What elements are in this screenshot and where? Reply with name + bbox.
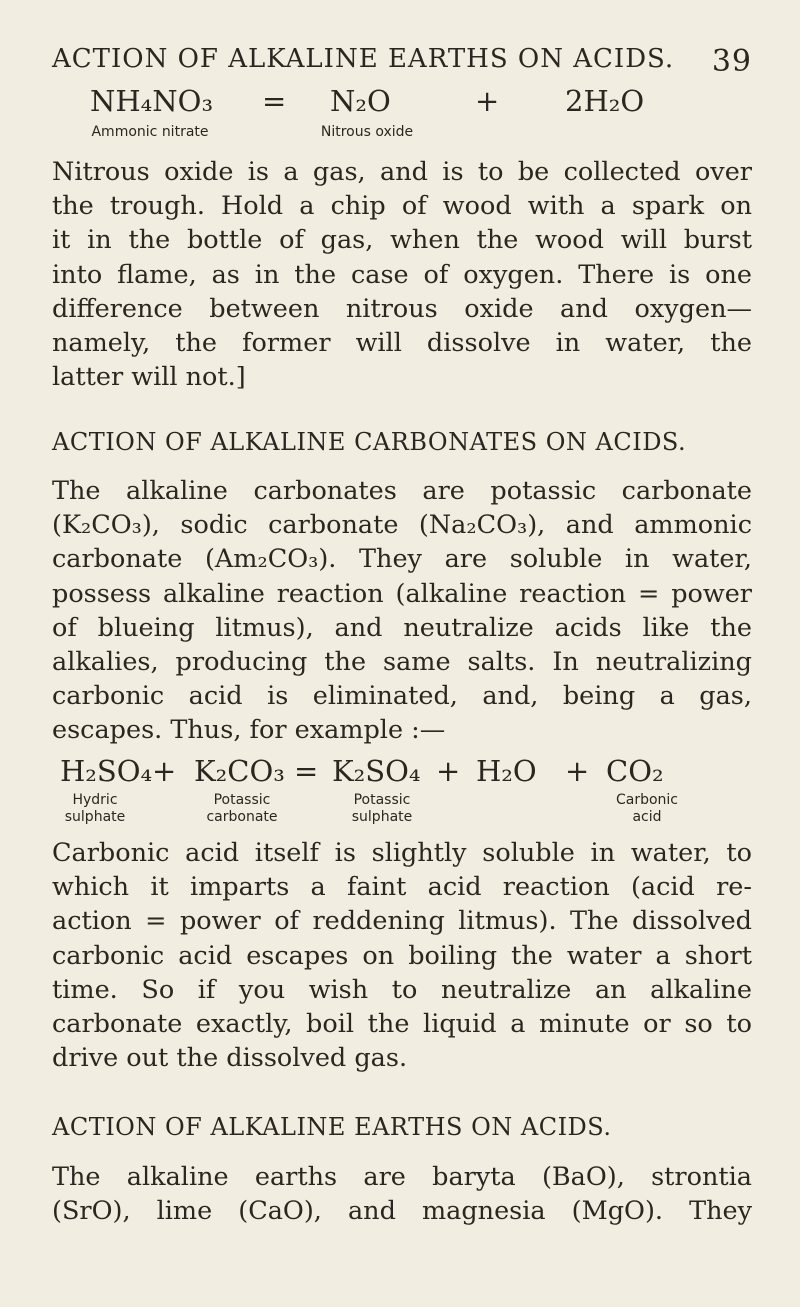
section-heading-earths: ACTION OF ALKALINE EARTHS ON ACIDS. [52, 1113, 612, 1141]
eq2-caption-sulphate-2: sulphate [351, 809, 413, 825]
text-line: which it imparts a faint acid reaction (acid re- [52, 872, 752, 903]
text-line: alkalies, producing the same salts. In neutralizing [52, 647, 752, 678]
text-line: action = power of reddening litmus). The dissolved [52, 906, 752, 937]
text-line: carbonic acid escapes on boiling the water a short [52, 940, 752, 971]
eq2-caption-hydric: Hydric [72, 792, 118, 808]
eq1-plus: + [475, 84, 500, 118]
text-line: Nitrous oxide is a gas, and is to be collected over [52, 157, 752, 187]
paragraph-alkaline-earths [52, 1160, 752, 1228]
text-line: Carbonic acid itself is slightly soluble in water, to [52, 838, 752, 868]
text-line: The alkaline earths are baryta (BaO), strontia [52, 1162, 752, 1192]
text-line: The alkaline carbonates are potassic carbonate [52, 476, 752, 506]
text-line: into flame, as in the case of oxygen. There is one [52, 259, 752, 290]
running-head-title: ACTION OF ALKALINE EARTHS ON ACIDS. [52, 44, 675, 74]
paragraph-nitrous-oxide [52, 155, 752, 394]
paragraph-carbonic-acid [52, 836, 752, 1075]
eq2-plus-2: + [436, 754, 461, 788]
eq2-caption-sulphate: sulphate [64, 809, 126, 825]
text-line: it in the bottle of gas, when the wood will burst [52, 225, 752, 256]
text-line: escapes. Thus, for example :— [52, 715, 446, 746]
eq2-term-potassic-sulphate: K₂SO₄ [332, 754, 421, 788]
eq1-equals: = [262, 84, 287, 118]
running-head [52, 44, 752, 79]
eq2-caption-potassic-2: Potassic [353, 792, 411, 808]
eq1-product1-caption: Nitrous oxide [320, 124, 414, 140]
section-heading-carbonates: ACTION OF ALKALINE CARBONATES ON ACIDS. [52, 428, 687, 456]
eq2-caption-potassic: Potassic [213, 792, 271, 808]
text-line: (K₂CO₃), sodic carbonate (Na₂CO₃), and ammonic [52, 510, 752, 541]
eq2-caption-acid: acid [632, 809, 662, 825]
text-line: time. So if you wish to neutralize an alkaline [52, 974, 752, 1005]
eq2-equals: = [294, 754, 319, 788]
page-number: 39 [711, 44, 752, 79]
text-line: carbonate (Am₂CO₃). They are soluble in water, [52, 544, 752, 575]
text-line: difference between nitrous oxide and oxygen— [52, 293, 752, 324]
text-line: (SrO), lime (CaO), and magnesia (MgO). They [52, 1196, 752, 1227]
eq1-reactant: NH₄NO₃ [90, 84, 214, 118]
paragraph-alkaline-carbonates [52, 474, 752, 748]
eq2-plus-3: + [565, 754, 590, 788]
text-line: of blueing litmus), and neutralize acids like the [52, 612, 752, 643]
eq1-product1: N₂O [330, 84, 391, 118]
eq2-caption-carbonate: carbonate [206, 809, 278, 825]
text-line: drive out the dissolved gas. [52, 1043, 408, 1074]
text-line: carbonic acid is eliminated, and, being a gas, [52, 681, 752, 712]
eq2-term-water: H₂O [476, 754, 537, 788]
eq2-term-potassic-carbonate: K₂CO₃ [194, 754, 285, 788]
eq1-product2: 2H₂O [565, 84, 645, 118]
eq2-term-hydric-sulphate: H₂SO₄ [60, 754, 153, 788]
eq2-term-carbonic-acid: CO₂ [606, 754, 664, 788]
text-line: possess alkaline reaction (alkaline reaction = power [52, 578, 752, 609]
eq2-caption-carbonic: Carbonic [615, 792, 679, 808]
text-line: the trough. Hold a chip of wood with a spark on [52, 191, 752, 222]
text-line: carbonate exactly, boil the liquid a minute or so to [52, 1009, 752, 1040]
eq2-plus-1: + [152, 754, 177, 788]
text-line: latter will not.] [52, 362, 246, 393]
text-line: namely, the former will dissolve in water, the [52, 328, 752, 359]
eq1-reactant-caption: Ammonic nitrate [91, 124, 209, 140]
